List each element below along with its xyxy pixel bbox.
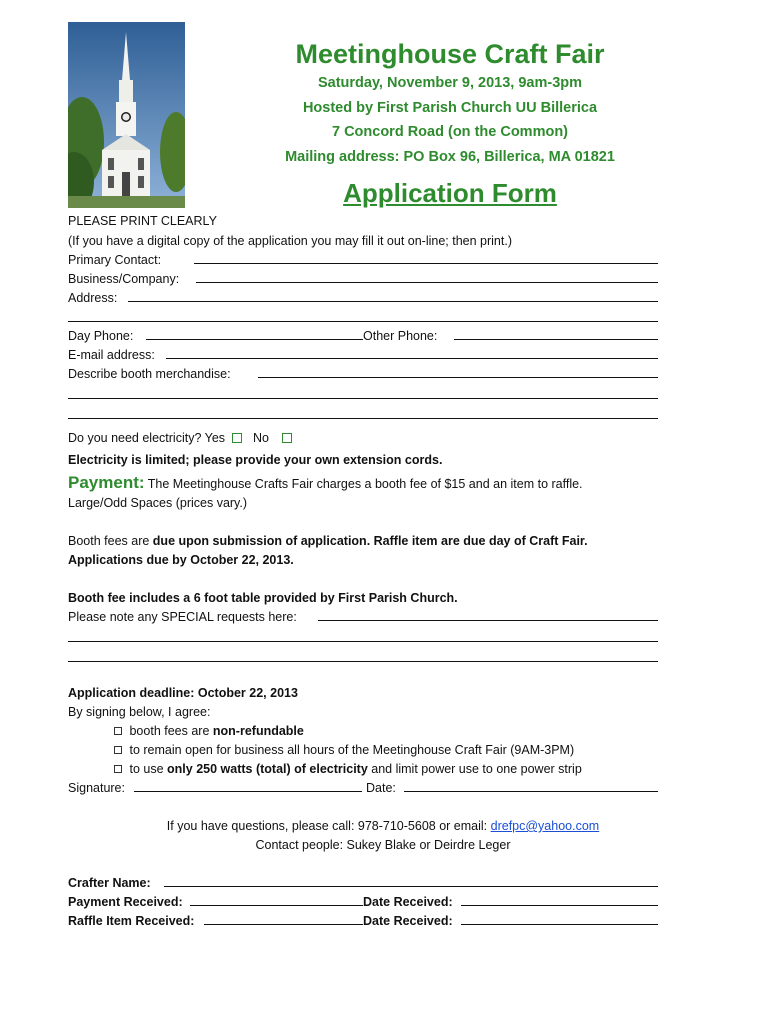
business-label: Business/Company:	[68, 272, 180, 286]
odd-spaces: Large/Odd Spaces (prices vary.)	[68, 496, 248, 510]
merchandise-line[interactable]	[258, 366, 658, 378]
crafter-name-label: Crafter Name:	[68, 876, 151, 890]
event-host: Hosted by First Parish Church UU Billerica	[302, 99, 598, 116]
raffle-received-row	[68, 913, 658, 929]
signing-intro: By signing below, I agree:	[68, 705, 211, 719]
mailing-address: Mailing address: PO Box 96, Billerica, MA 01821	[285, 148, 615, 165]
payment-text: The Meetinghouse Crafts Fair charges a booth fee of $15 and an item to raffle.	[147, 477, 583, 491]
agreement-item-3-bold: only 250 watts (total) of electricity	[167, 762, 368, 776]
table-note: Booth fee includes a 6 foot table provided by First Parish Church.	[68, 591, 458, 605]
application-deadline: Application deadline: October 22, 2013	[68, 686, 298, 700]
agreement-checkbox-1[interactable]	[114, 727, 122, 735]
merchandise-line-2[interactable]	[68, 398, 658, 399]
payment-received-line[interactable]	[190, 894, 363, 906]
crafter-name-row	[68, 875, 658, 891]
business-row	[68, 271, 658, 287]
agreement-item-1-bold: non-refundable	[212, 724, 304, 738]
phone-row	[68, 328, 658, 344]
merchandise-line-3[interactable]	[68, 418, 658, 419]
church-illustration	[68, 22, 185, 208]
email-label: E-mail address:	[68, 348, 155, 362]
day-phone-line[interactable]	[146, 328, 363, 340]
contact-email-link[interactable]: drefpc@yahoo.com	[490, 819, 600, 833]
agreement-item-3	[114, 761, 674, 777]
agreement-checkbox-2[interactable]	[114, 746, 122, 754]
agreement-item-3-suffix: and limit power use to one power strip	[371, 762, 582, 776]
fees-prefix: Booth fees are	[68, 534, 150, 548]
primary-contact-line[interactable]	[194, 252, 658, 264]
payment-received-label: Payment Received:	[68, 895, 183, 909]
form-title: Application Form	[343, 178, 557, 208]
contact-people: Contact people: Sukey Blake or Deirdre Leger	[255, 838, 511, 852]
email-line[interactable]	[166, 347, 658, 359]
fees-row	[68, 533, 658, 549]
email-row	[68, 347, 658, 363]
address-row	[68, 290, 658, 306]
agreement-checkbox-3[interactable]	[114, 765, 122, 773]
signature-date-line[interactable]	[404, 780, 658, 792]
special-requests-line-2[interactable]	[68, 641, 658, 642]
raffle-received-line[interactable]	[204, 913, 363, 925]
agreement-item-2-text: to remain open for business all hours of the Meetinghouse Craft Fair (9AM-3PM)	[129, 743, 575, 757]
raffle-received-label: Raffle Item Received:	[68, 914, 195, 928]
payment-row	[68, 473, 658, 494]
signature-date-label: Date:	[366, 781, 396, 795]
raffle-date-received-label: Date Received:	[363, 914, 453, 928]
agreement-item-3-prefix: to use	[129, 762, 164, 776]
signature-line[interactable]	[134, 780, 362, 792]
electricity-no-label: No	[253, 431, 269, 445]
merchandise-label: Describe booth merchandise:	[68, 367, 231, 381]
payment-date-received-label: Date Received:	[363, 895, 453, 909]
address-label: Address:	[68, 291, 118, 305]
fees-due-text: due upon submission of application. Raffle item are due day of Craft Fair.	[152, 534, 588, 548]
agreement-item-1	[114, 723, 674, 739]
payment-label: Payment:	[68, 473, 145, 492]
other-phone-label: Other Phone:	[363, 329, 438, 343]
payment-date-received-line[interactable]	[461, 894, 658, 906]
agreement-item-1-prefix: booth fees are	[129, 724, 210, 738]
signature-row	[68, 780, 658, 796]
address-line[interactable]	[128, 290, 658, 302]
signature-label: Signature:	[68, 781, 125, 795]
event-date: Saturday, November 9, 2013, 9am-3pm	[317, 75, 583, 91]
payment-received-row	[68, 894, 658, 910]
special-requests-label: Please note any SPECIAL requests here:	[68, 610, 297, 624]
crafter-name-line[interactable]	[164, 875, 658, 887]
special-requests-line-3[interactable]	[68, 661, 658, 662]
electricity-row	[68, 430, 658, 446]
electricity-no-checkbox[interactable]	[282, 433, 292, 443]
special-requests-row	[68, 609, 658, 625]
electricity-yes-checkbox[interactable]	[232, 433, 242, 443]
event-address: 7 Concord Road (on the Common)	[331, 124, 568, 140]
questions-row	[68, 818, 698, 834]
business-line[interactable]	[196, 271, 658, 283]
event-title: Meetinghouse Craft Fair	[295, 39, 605, 69]
applications-due: Applications due by October 22, 2013.	[68, 553, 294, 567]
digital-note: (If you have a digital copy of the application you may fill it out on-line; then print.)	[68, 234, 512, 248]
church-photo	[68, 22, 185, 208]
electricity-question: Do you need electricity? Yes	[68, 431, 226, 445]
header	[230, 38, 670, 168]
special-requests-line[interactable]	[318, 609, 658, 621]
print-clearly: PLEASE PRINT CLEARLY	[68, 214, 217, 228]
primary-contact-row	[68, 252, 658, 268]
address-line-2[interactable]	[68, 321, 658, 322]
raffle-date-received-line[interactable]	[461, 913, 658, 925]
merchandise-row	[68, 366, 658, 382]
other-phone-line[interactable]	[454, 328, 658, 340]
electricity-note: Electricity is limited; please provide your own extension cords.	[68, 453, 443, 467]
day-phone-label: Day Phone:	[68, 329, 134, 343]
agreement-item-2	[114, 742, 674, 758]
questions-text: If you have questions, please call: 978-710-5608 or email:	[166, 819, 488, 833]
primary-contact-label: Primary Contact:	[68, 253, 162, 267]
